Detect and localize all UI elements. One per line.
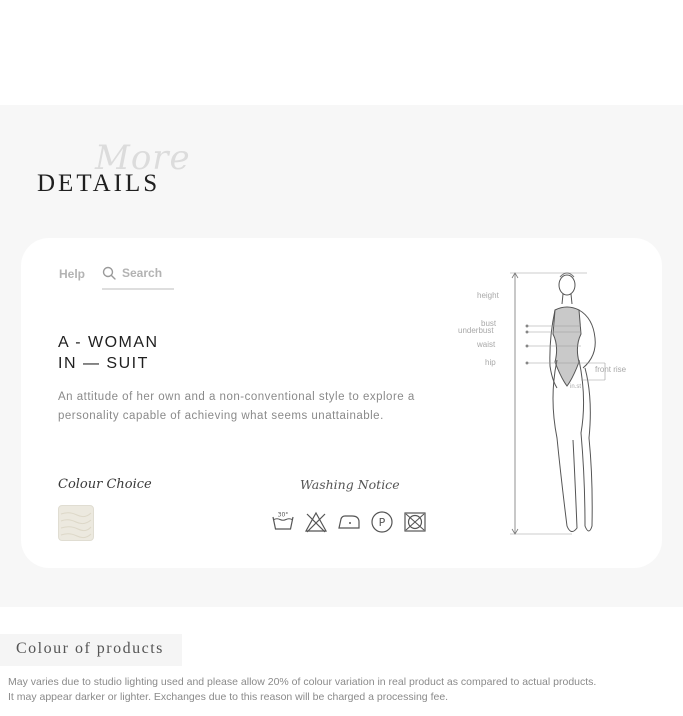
wash-30-icon [271,510,295,534]
tab-help[interactable]: Help [59,267,86,281]
label-height: height [477,291,499,300]
colour-of-products-title: Colour of products [16,640,164,657]
top-blank-area [0,0,683,105]
heading-script-more: More [95,138,191,178]
search-label: Search [122,266,163,280]
no-tumble-dry-icon [403,510,427,534]
care-icons-row [271,510,431,534]
product-title-line-1: A - WOMAN [58,334,159,351]
label-inseam: in.st [570,384,582,390]
product-title-line-2: IN — SUIT [58,355,149,372]
product-title [58,332,159,374]
search-icon [102,266,116,280]
colour-swatch[interactable] [58,505,94,541]
colour-of-products-header [0,634,182,666]
details-heading: DETAILS [37,170,161,197]
label-waist: waist [477,340,496,349]
label-underbust: underbust [458,326,494,335]
swatch-texture [59,506,93,540]
washing-notice-label: Washing Notice [300,477,400,492]
product-details-card [21,238,662,568]
dry-clean-p-icon [370,510,394,534]
no-bleach-icon [304,510,328,534]
colour-notice-line-2: It may appear darker or lighter. Exchanges due to this reason will be charged a processing fee. [8,691,449,703]
colour-choice-label: Colour Choice [58,477,152,492]
label-front-rise: front rise [595,365,627,374]
wash-temperature: 30° [277,511,289,519]
colour-notice-line-1: May varies due to studio lighting used and please allow 20% of colour variation in real product as compared to actual products. [8,676,597,688]
measurement-figure [457,268,662,548]
colour-notice [8,675,680,705]
product-description: An attitude of her own and a non-conventional style to explore a personality capable of achieving what seems unattainable. [58,391,415,422]
label-hip: hip [485,358,496,367]
details-section [0,105,683,607]
body-silhouette-illustration [457,268,662,548]
label-bust: bust [481,319,497,328]
iron-low-icon [337,510,361,534]
search-tab[interactable] [102,264,174,290]
dry-clean-letter: P [378,516,386,529]
